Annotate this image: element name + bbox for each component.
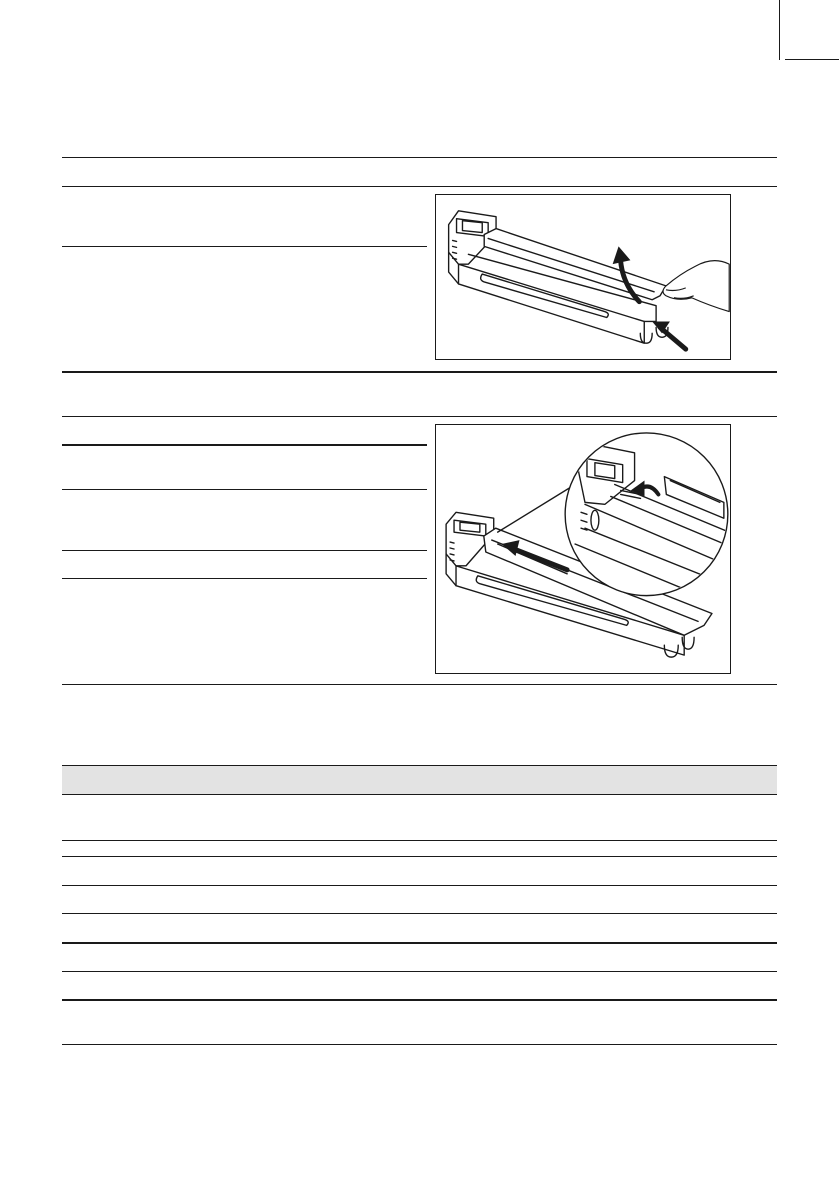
step-rule xyxy=(62,246,427,247)
section-rule xyxy=(62,186,777,187)
table-rule xyxy=(62,794,777,795)
section-rule xyxy=(62,157,777,158)
table-row-rule xyxy=(62,856,777,857)
table-row-rule xyxy=(62,971,777,972)
step-rule xyxy=(62,550,427,551)
table-group-rule xyxy=(62,942,777,944)
table-row-rule xyxy=(62,913,777,914)
table-row-rule xyxy=(62,1044,777,1045)
crop-mark-horizontal xyxy=(785,59,839,60)
water-tank-lid-close-illustration xyxy=(435,424,731,674)
crop-mark-vertical xyxy=(779,0,780,60)
section-rule xyxy=(62,684,777,685)
step-rule xyxy=(62,444,427,446)
table-group-rule xyxy=(62,999,777,1001)
table-header-row xyxy=(62,765,777,794)
table-rule xyxy=(62,765,777,766)
step-rule xyxy=(62,489,427,490)
step-rule xyxy=(62,578,427,579)
table-row-rule xyxy=(62,885,777,886)
table-row-rule xyxy=(62,840,777,841)
section-divider xyxy=(62,371,777,373)
section-rule xyxy=(62,416,777,417)
water-tank-lid-open-illustration xyxy=(435,194,731,360)
